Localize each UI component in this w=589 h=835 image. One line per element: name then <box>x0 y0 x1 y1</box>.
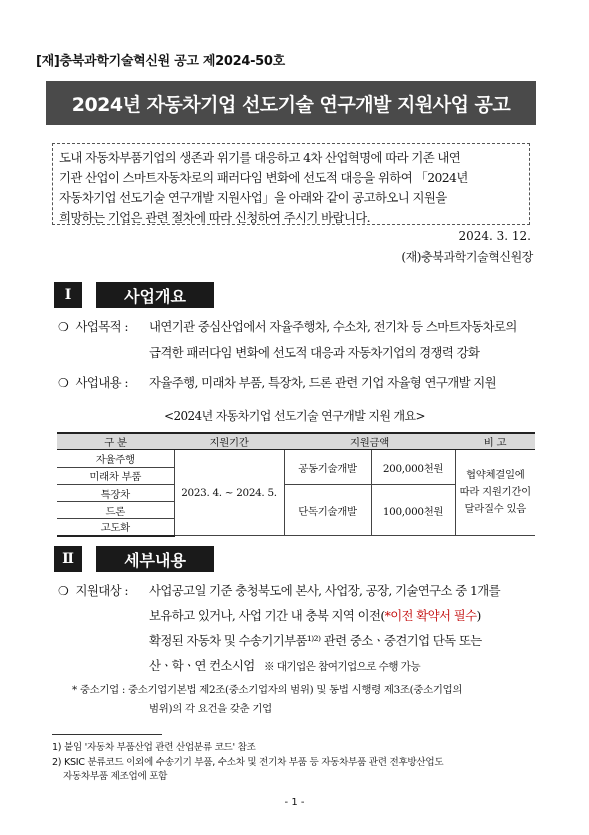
purpose-label: 사업목적 : <box>75 319 128 334</box>
target-text <box>149 606 481 624</box>
section-number: Ⅰ <box>54 282 82 308</box>
joint-amount-cell: 200,000천원 <box>371 450 455 485</box>
table-caption: <2024년 자동차기업 선도기술 연구개발 지원 개요> <box>164 409 425 423</box>
note-cell <box>455 450 535 536</box>
notice-number: [재]충북과학기술혁신원 공고 제2024-50호 <box>36 54 285 69</box>
target-text: 확정된 자동차 및 수송기기부품¹⁾²⁾ 관련 중소ㆍ중견기업 단독 또는 <box>149 633 482 648</box>
circle-bullet-icon: ❍ <box>58 584 69 598</box>
content-label: 사업내용 : <box>75 375 128 390</box>
note-line: 따라 지원기간이 <box>459 486 531 498</box>
table-header: 비 고 <box>455 433 535 450</box>
circle-bullet-icon: ❍ <box>58 320 69 334</box>
target-text <box>149 656 420 674</box>
section-title: 세부내용 <box>96 546 214 572</box>
large-company-note: ※ 대기업은 참여기업으로 수행 가능 <box>264 661 420 673</box>
intro-line: 기관 산업이 스마트자동차로의 패러다임 변화에 선도적 대응을 위하여 「2024년 <box>59 170 468 185</box>
target-label: 지원대상 : <box>75 583 128 598</box>
target-item <box>58 581 128 599</box>
category-cell: 고도화 <box>57 519 174 536</box>
notice-date: 2024. 3. 12. <box>458 229 531 243</box>
footnote: 자동차부품 제조업에 포함 <box>52 771 168 782</box>
note-line: 협약체결일에 <box>466 469 525 481</box>
footnote: 1) 붙임 '자동차 부품산업 관련 산업분류 코드' 참조 <box>52 742 256 753</box>
category-cell: 자율주행 <box>57 450 174 468</box>
relocation-required-note: *이전 확약서 필수 <box>384 608 477 623</box>
issuer-name: (재)충북과학기술혁신원장 <box>401 250 533 264</box>
purpose-text: 내연기관 중심산업에서 자율주행차, 수소차, 전기차 등 스마트자동차로의 <box>149 319 517 334</box>
table-header: 지원금액 <box>284 433 455 450</box>
intro-box <box>52 143 530 225</box>
overview-table <box>57 432 535 537</box>
single-amount-cell: 100,000천원 <box>371 485 455 536</box>
table-row <box>57 450 535 468</box>
note-line: 달라질수 있음 <box>464 503 526 515</box>
page-number: - 1 - <box>284 797 305 808</box>
target-text-part: 보유하고 있거나, 사업 기간 내 충북 지역 이전( <box>149 608 385 623</box>
content-text: 자율주행, 미래차 부품, 특장차, 드론 관련 기업 자율형 연구개발 지원 <box>149 375 497 390</box>
intro-line: 도내 자동차부품기업의 생존과 위기를 대응하고 4차 산업혁명에 따라 기존 내연 <box>59 150 461 165</box>
sme-definition: 범위)의 각 요건을 갖춘 기업 <box>149 703 272 715</box>
sme-definition: * 중소기업 : 중소기업기본법 제2조(중소기업자의 범위) 및 동법 시행령 제3조(중소기업의 <box>72 684 463 696</box>
purpose-text: 급격한 패러다임 변화에 선도적 대응과 자동차기업의 경쟁력 강화 <box>149 345 480 360</box>
table-header-row <box>57 433 535 450</box>
content-item <box>58 373 128 391</box>
target-text-part: ) <box>476 608 481 623</box>
category-cell: 특장차 <box>57 485 174 502</box>
table-header: 구 분 <box>57 433 174 450</box>
section-number: Ⅱ <box>54 546 82 572</box>
target-text: 사업공고일 기준 충청북도에 본사, 사업장, 공장, 기술연구소 중 1개를 <box>149 583 500 598</box>
circle-bullet-icon: ❍ <box>58 376 69 390</box>
page-title: 2024년 자동차기업 선도기술 연구개발 지원사업 공고 <box>46 81 536 125</box>
target-text-part: 산ㆍ학ㆍ연 컨소시엄 <box>149 658 255 673</box>
joint-label-cell: 공동기술개발 <box>284 450 371 485</box>
section-title: 사업개요 <box>96 282 214 308</box>
intro-line: 자동차기업 선도기술 연구개발 지원사업」을 아래와 같이 공고하오니 지원을 <box>59 190 447 205</box>
category-cell: 미래차 부품 <box>57 467 174 485</box>
category-cell: 드론 <box>57 502 174 519</box>
intro-line: 희망하는 기업은 관련 절차에 따라 신청하여 주시기 바랍니다. <box>59 210 370 225</box>
footnote: 2) KSIC 분류코드 이외에 수송기기 부품, 수소차 및 전기차 부품 등 자동차부품 관련 전후방산업도 <box>52 757 444 768</box>
table-header: 지원기간 <box>174 433 284 450</box>
period-cell: 2023. 4. ~ 2024. 5. <box>174 450 284 536</box>
footnote-divider <box>52 734 162 735</box>
single-label-cell: 단독기술개발 <box>284 485 371 536</box>
purpose-item <box>58 317 128 335</box>
